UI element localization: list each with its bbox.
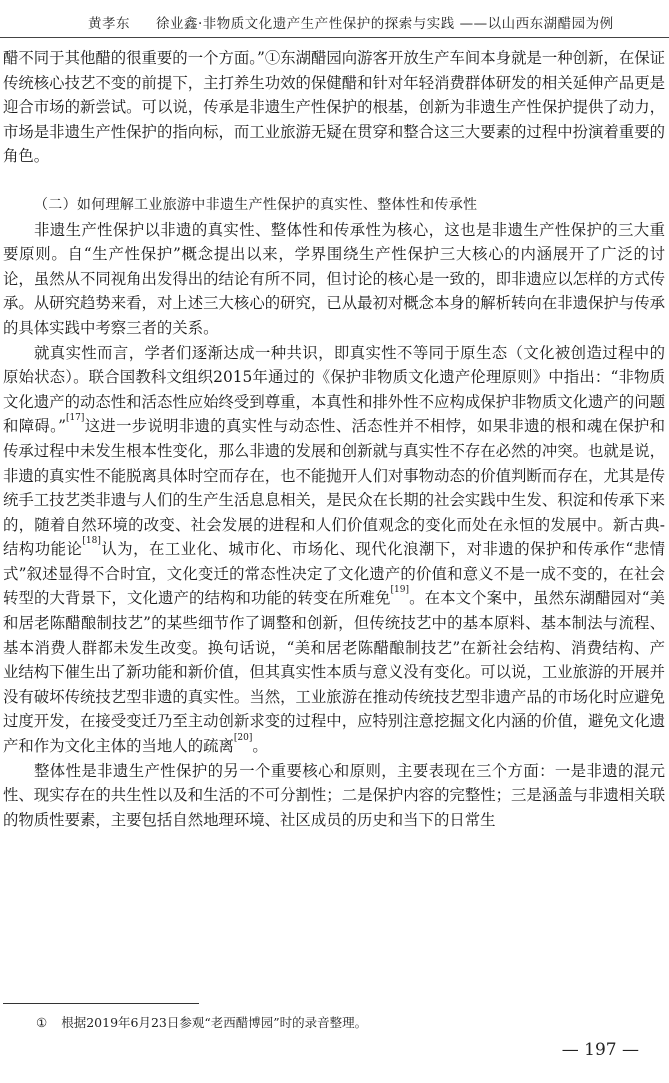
header-title: 徐业鑫·非物质文化遗产生产性保护的探索与实践 ——以山西东湖醋园为例 xyxy=(156,16,614,32)
authenticity-text-b: 这进一步说明非遗的真实性与动态性、活态性并不相悖，如果非遗的根和魂在保护和传承过程中未发生根本性变化，那么非遗的发展和创新就与真实性不存在必然的冲突。也就是说，非遗的真实性不能脱离具体时空而存在，也不能抛开人们对事物动态的价值判断而存在，尤其是传统手工技艺类非遗与人们的生产生活息息相关，是民众在长期的社会实践中生发、积淀和传承下来的，随着自然环境的改变、社会发展的进程和人们价值观念的变化而处在永恒的发展中。新古典-结构功能论 xyxy=(3,417,665,559)
paragraph-authenticity xyxy=(3,341,665,759)
paragraph-continued: 醋不同于其他醋的很重要的一个方面。”①东湖醋园向游客开放生产车间本身就是一种创新，在保证传统核心技艺不变的前提下，主打养生功效的保健醋和针对年轻消费群体研发的相关延伸产品更是迎合市场的新尝试。可以说，传承是非遗生产性保护的根基，创新为非遗生产性保护提供了动力，市场是非遗生产性保护的指向标，而工业旅游无疑在贯穿和整合这三大要素的过程中扮演着重要的角色。 xyxy=(3,49,665,166)
section-heading: （二）如何理解工业旅游中非遗生产性保护的真实性、整体性和传承性 xyxy=(34,196,478,213)
authenticity-text-c: 认为，在工业化、城市化、市场化、现代化浪潮下，对非遗的保护和传承作“悲情式”叙述显得不合时宜，文化变迁的常态性决定了文化遗产的价值和意义不是一成不变的，在社会转型的大背景下，文化遗产的结构和功能的转变在所难免 xyxy=(3,540,665,608)
citation-17: [17] xyxy=(65,413,85,424)
authenticity-text-d: 。在本文个案中，虽然东湖醋园对“美和居老陈醋酿制技艺”的某些细节作了调整和创新，但传统技艺中的基本原料、基本制法与流程、基本消费人群都未发生改变。换句话说，“美和居老陈醋酿制技艺”在新社会结构、消费结构、产业结构下催生出了新功能和新价值，但其真实性本质与意义没有变化。可以说，工业旅游的开展并没有破坏传统技艺型非遗的真实性。当然，工业旅游在推动传统技艺型非遗产品的市场化时应避免过度开发，在接受变迁乃至主动创新求变的过程中，应特别注意挖掘文化内涵的价值，避免文化遗产和作为文化主体的当地人的疏离 xyxy=(3,589,665,756)
citation-18: [18] xyxy=(82,536,101,547)
section-gap xyxy=(3,169,665,181)
footnote-text: 根据2019年6月23日参观“老西醋博园”时的录音整理。 xyxy=(61,1015,368,1030)
footnote-rule xyxy=(3,1003,199,1004)
header-authors: 黄孝东 xyxy=(88,16,130,32)
paragraph-principles: 非遗生产性保护以非遗的真实性、整体性和传承性为核心，这也是非遗生产性保护的三大重要原则。自“生产性保护”概念提出以来，学界围绕生产性保护三大核心的内涵展开了广泛的讨论，虽然从不同视角出发得出的结论有所不同，但讨论的核心是一致的，即非遗应以怎样的方式传承。从研究趋势来看，对上述三大核心的研究，已从最初对概念本身的解析转向在非遗保护与传承的具体实践中考察三者的关系。 xyxy=(3,220,665,337)
paragraph-integrity: 整体性是非遗生产性保护的另一个重要核心和原则，主要表现在三个方面：一是非遗的混元性、现实存在的共生性以及和生活的不可分割性；二是保护内容的完整性；三是涵盖与非遗相关联的物质性要素，主要包括自然地理环境、社区成员的历史和当下的日常生 xyxy=(3,761,665,829)
footnote-mark: ① xyxy=(36,1015,48,1030)
running-header xyxy=(88,12,668,34)
header-rule xyxy=(0,37,669,38)
authenticity-text-e: 。 xyxy=(252,737,268,756)
citation-20: [20] xyxy=(233,733,253,744)
page-number: — 197 — xyxy=(561,1040,639,1060)
authenticity-text-a: 就真实性而言，学者们逐渐达成一种共识，即真实性不等同于原生态（文化被创造过程中的原始状态）。联合国教科文组织2015年通过的《保护非物质文化遗产伦理原则》中指出：“非物质文化遗产的动态性和活态性应始终受到尊重，本真性和排外性不应构成保护非物质文化遗产的问题和障碍。” xyxy=(3,343,665,436)
footnote xyxy=(36,1013,367,1031)
citation-19: [19] xyxy=(390,585,409,596)
article-body xyxy=(3,46,665,832)
